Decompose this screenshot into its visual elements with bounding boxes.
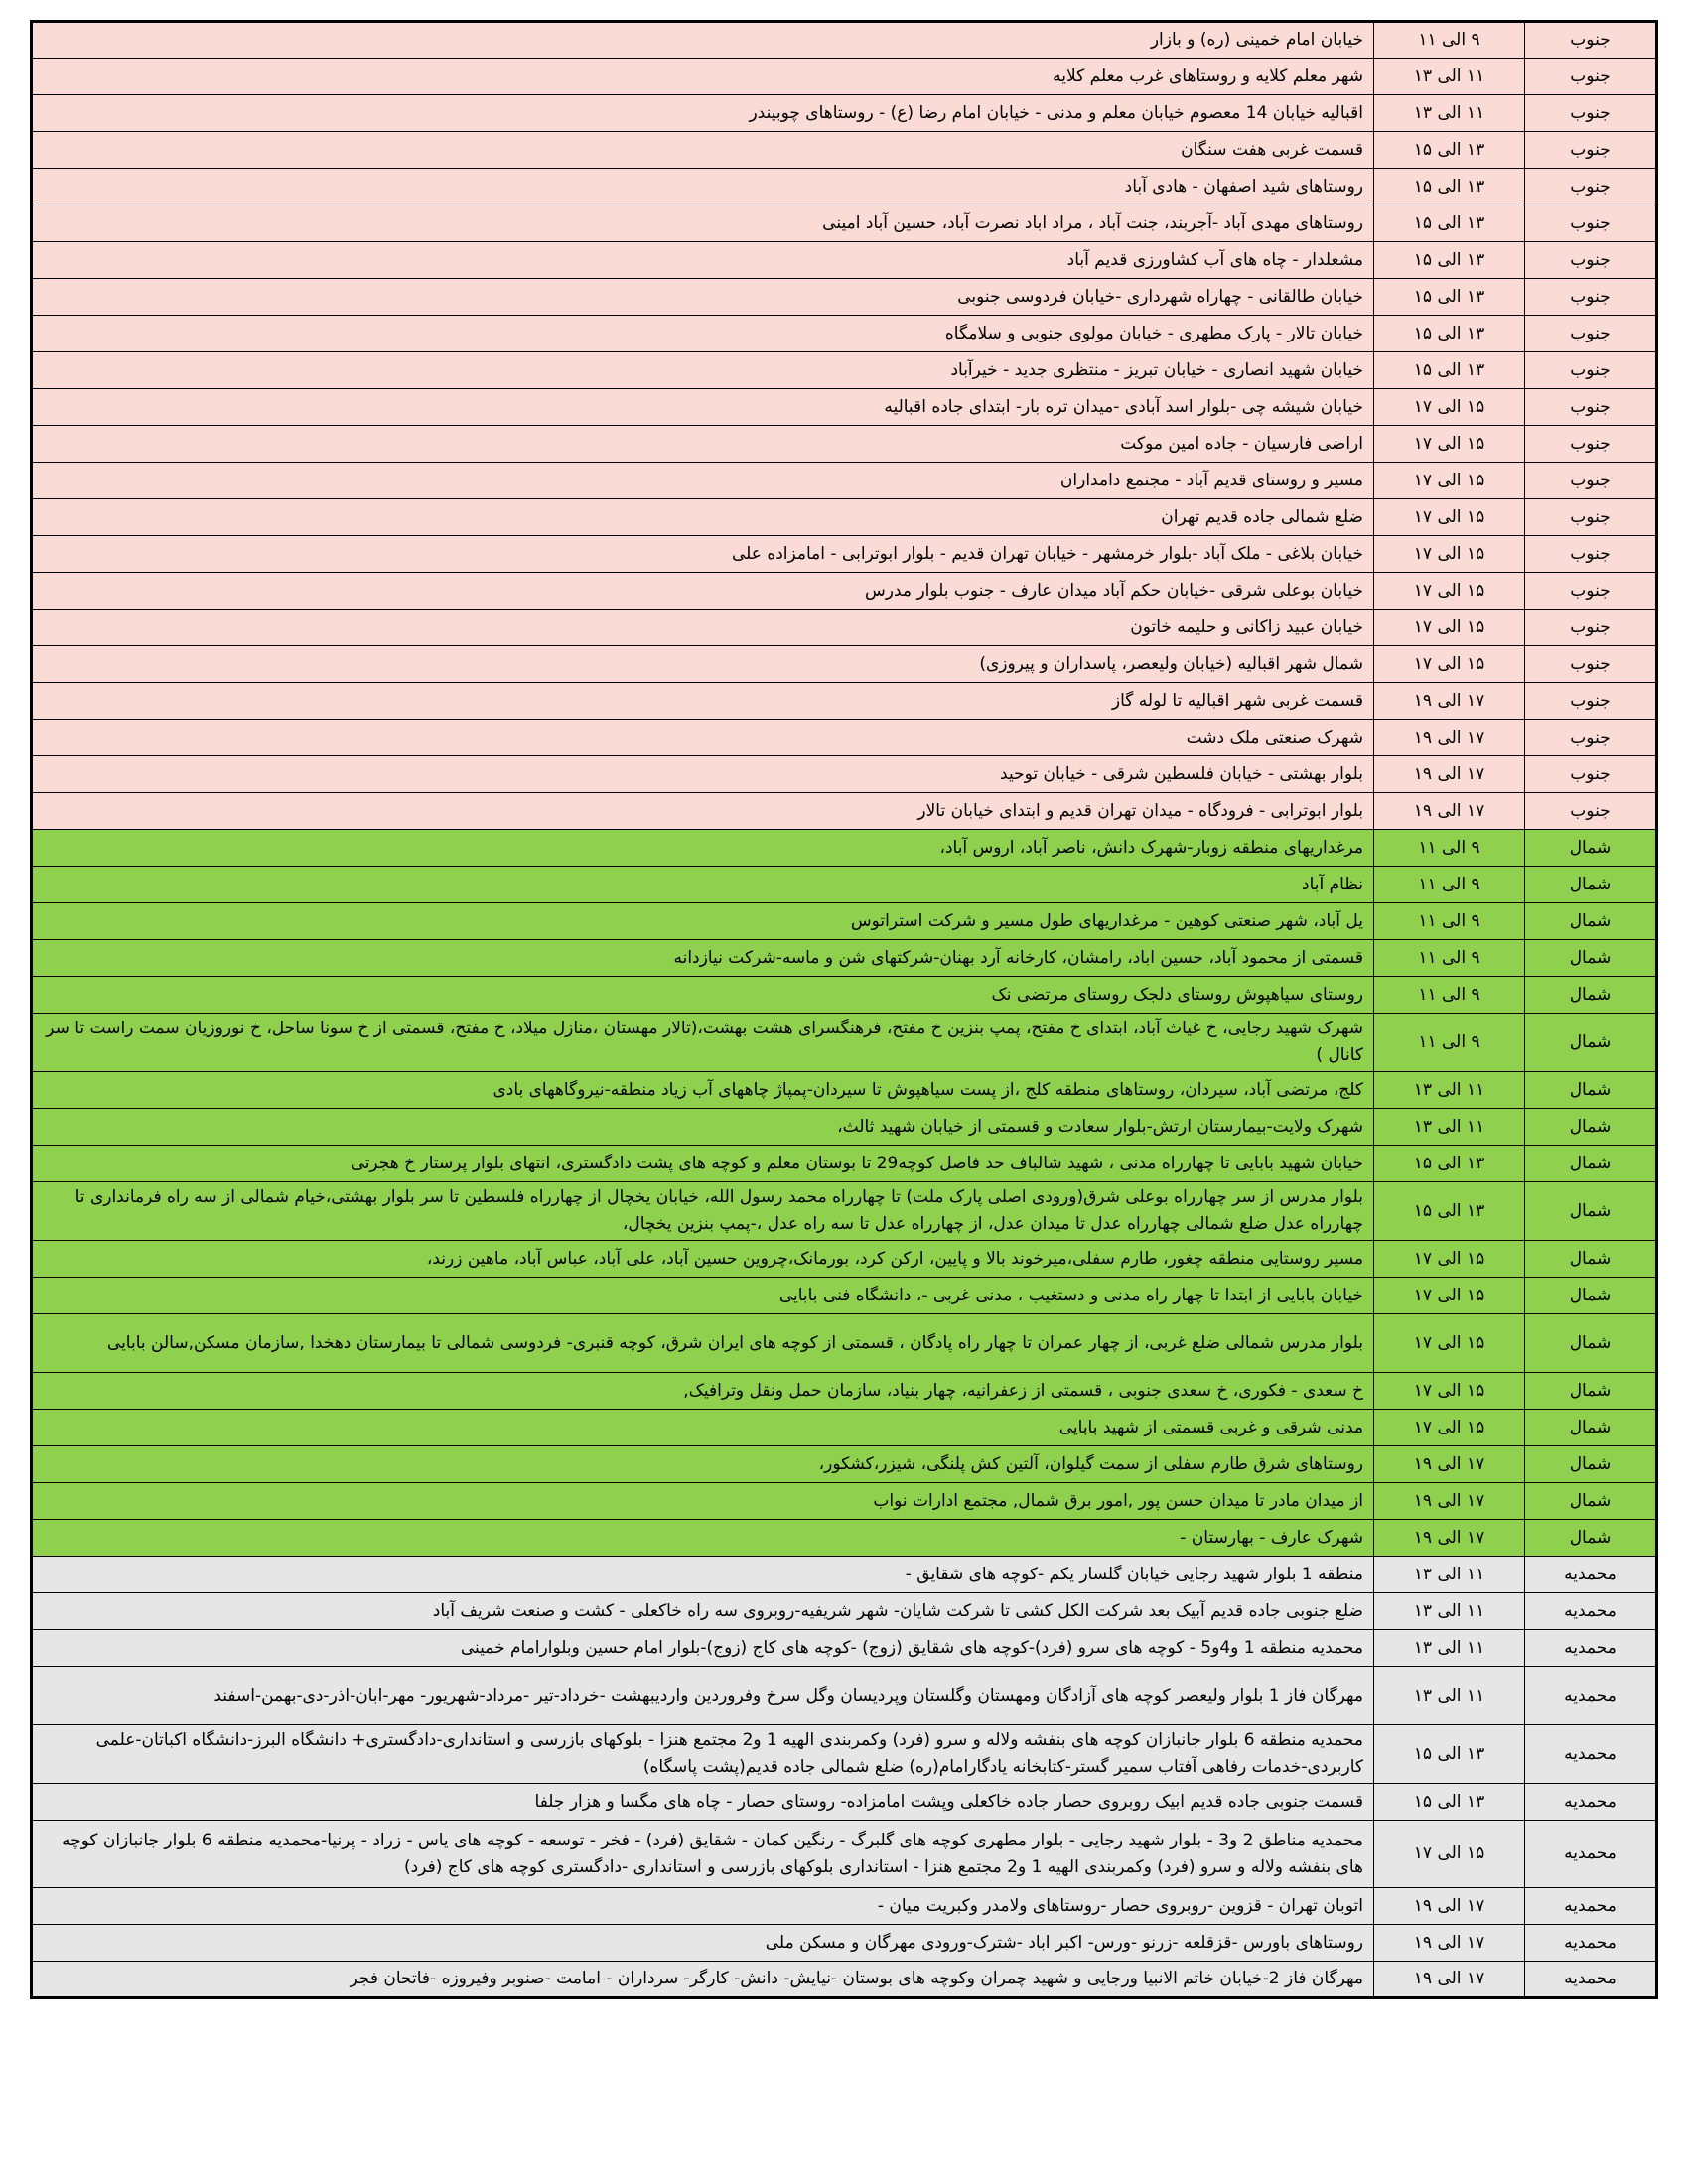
table-row xyxy=(32,1014,1657,1072)
area-cell: شهرک شهید رجایی، خ غیاث آباد، ابتدای خ مفتح، پمپ بنزین خ مفتح، فرهنگسرای هشت بهشت،(تالار مهستان ،منازل میلاد، خ مفتح، قسمتی از خ سونا ساحل، خ نوروزیان سمت راست تا سر کانال ) xyxy=(32,1014,1374,1072)
table-row xyxy=(32,22,1657,59)
region-cell: شمال xyxy=(1525,940,1657,977)
time-cell: ۱۵ الی ۱۷ xyxy=(1374,463,1525,499)
table-row xyxy=(32,463,1657,499)
table-row xyxy=(32,132,1657,169)
region-cell: شمال xyxy=(1525,830,1657,867)
time-cell: ۱۷ الی ۱۹ xyxy=(1374,793,1525,830)
region-cell: جنوب xyxy=(1525,389,1657,426)
region-cell: جنوب xyxy=(1525,242,1657,279)
region-cell: جنوب xyxy=(1525,22,1657,59)
table-row xyxy=(32,573,1657,610)
table-row xyxy=(32,830,1657,867)
table-row xyxy=(32,683,1657,720)
region-cell: جنوب xyxy=(1525,720,1657,756)
time-cell: ۱۵ الی ۱۷ xyxy=(1374,536,1525,573)
region-cell: شمال xyxy=(1525,1109,1657,1146)
region-cell: جنوب xyxy=(1525,205,1657,242)
area-cell: شهرک صنعتی ملک دشت xyxy=(32,720,1374,756)
area-cell: قسمت غربی شهر اقبالیه تا لوله گاز xyxy=(32,683,1374,720)
area-cell: خیابان شهید انصاری - خیابان تبریز - منتظری جدید - خیرآباد xyxy=(32,352,1374,389)
time-cell: ۱۷ الی ۱۹ xyxy=(1374,1888,1525,1925)
region-cell: جنوب xyxy=(1525,573,1657,610)
table-row xyxy=(32,1072,1657,1109)
time-cell: ۱۷ الی ۱۹ xyxy=(1374,1962,1525,1998)
table-row xyxy=(32,1373,1657,1410)
area-cell: اقبالیه خیابان 14 معصوم خیابان معلم و مدنی - خیابان امام رضا (ع) - روستاهای چوبیندر xyxy=(32,95,1374,132)
region-cell: شمال xyxy=(1525,1446,1657,1483)
area-cell: منطقه 1 بلوار شهید رجایی خیابان گلسار یکم -کوچه های شقایق - xyxy=(32,1557,1374,1593)
table-row xyxy=(32,940,1657,977)
time-cell: ۱۵ الی ۱۷ xyxy=(1374,1314,1525,1373)
region-cell: جنوب xyxy=(1525,352,1657,389)
area-cell: شهرک ولایت-بیمارستان ارتش-بلوار سعادت و قسمتی از خیابان شهید ثالث، xyxy=(32,1109,1374,1146)
table-row xyxy=(32,1630,1657,1667)
area-cell: قسمت جنوبی جاده قدیم ابیک روبروی حصار جاده خاکعلی وپشت امامزاده- روستای حصار - چاه های مگسا و هزار جلفا xyxy=(32,1784,1374,1821)
time-cell: ۹ الی ۱۱ xyxy=(1374,977,1525,1014)
table-row xyxy=(32,1925,1657,1962)
time-cell: ۹ الی ۱۱ xyxy=(1374,867,1525,903)
table-row xyxy=(32,279,1657,316)
table-row xyxy=(32,867,1657,903)
time-cell: ۱۷ الی ۱۹ xyxy=(1374,1446,1525,1483)
time-cell: ۱۱ الی ۱۳ xyxy=(1374,59,1525,95)
time-cell: ۱۵ الی ۱۷ xyxy=(1374,646,1525,683)
table-row xyxy=(32,389,1657,426)
time-cell: ۱۵ الی ۱۷ xyxy=(1374,1373,1525,1410)
region-cell: محمدیه xyxy=(1525,1925,1657,1962)
region-cell: شمال xyxy=(1525,1014,1657,1072)
table-row xyxy=(32,1109,1657,1146)
table-row xyxy=(32,169,1657,205)
region-cell: شمال xyxy=(1525,1314,1657,1373)
area-cell: خیابان طالقانی - چهاراه شهرداری -خیابان فردوسی جنوبی xyxy=(32,279,1374,316)
region-cell: شمال xyxy=(1525,1072,1657,1109)
region-cell: محمدیه xyxy=(1525,1888,1657,1925)
time-cell: ۱۵ الی ۱۷ xyxy=(1374,426,1525,463)
area-cell: نظام آباد xyxy=(32,867,1374,903)
time-cell: ۱۷ الی ۱۹ xyxy=(1374,720,1525,756)
area-cell: محمدیه منطقه 6 بلوار جانبازان کوچه های بنفشه ولاله و سرو (فرد) وکمربندی الهیه 1 و2 مجتمع هنزا - بلوکهای بازرسی و استانداری-دادگستری+ دانشگاه البرز-دانشگاه اکباتان-علمی کاربردی-خدمات رفاهی آفتاب سمیر گستر-کتابخانه یادگارامام(ره) ضلع شمالی جاده قدیم(پشت پاسگاه) xyxy=(32,1725,1374,1784)
time-cell: ۹ الی ۱۱ xyxy=(1374,22,1525,59)
region-cell: جنوب xyxy=(1525,132,1657,169)
time-cell: ۱۳ الی ۱۵ xyxy=(1374,169,1525,205)
area-cell: شهرک عارف - بهارستان - xyxy=(32,1520,1374,1557)
region-cell: محمدیه xyxy=(1525,1557,1657,1593)
region-cell: شمال xyxy=(1525,1146,1657,1182)
time-cell: ۹ الی ۱۱ xyxy=(1374,940,1525,977)
region-cell: محمدیه xyxy=(1525,1784,1657,1821)
area-cell: روستاهای شید اصفهان - هادی آباد xyxy=(32,169,1374,205)
area-cell: مسیر و روستای قدیم آباد - مجتمع دامداران xyxy=(32,463,1374,499)
table-row xyxy=(32,1784,1657,1821)
time-cell: ۹ الی ۱۱ xyxy=(1374,830,1525,867)
area-cell: مهرگان فاز 1 بلوار ولیعصر کوچه های آزادگان ومهستان وگلستان وپردیسان وگل سرخ وفروردین واردیبهشت -خرداد-تیر -مرداد-شهریور- مهر-ابان-اذر-دی-بهمن-اسفند xyxy=(32,1667,1374,1725)
area-cell: بلوار مدرس شمالی ضلع غربی، از چهار عمران تا چهار راه پادگان ، قسمتی از کوچه های ایران شرق، کوچه قنبری- فردوسی شمالی تا بیمارستان دهخدا ,سازمان مسکن,سالن بابایی xyxy=(32,1314,1374,1373)
region-cell: شمال xyxy=(1525,1182,1657,1241)
table-row xyxy=(32,1962,1657,1998)
time-cell: ۱۱ الی ۱۳ xyxy=(1374,1630,1525,1667)
table-row xyxy=(32,1241,1657,1278)
time-cell: ۱۳ الی ۱۵ xyxy=(1374,316,1525,352)
table-row xyxy=(32,536,1657,573)
area-cell: مدنی شرقی و غربی قسمتی از شهید بابایی xyxy=(32,1410,1374,1446)
time-cell: ۱۳ الی ۱۵ xyxy=(1374,242,1525,279)
area-cell: ضلع شمالی جاده قدیم تهران xyxy=(32,499,1374,536)
table-row xyxy=(32,793,1657,830)
table-row xyxy=(32,720,1657,756)
area-cell: مشعلدار - چاه های آب کشاورزی قدیم آباد xyxy=(32,242,1374,279)
table-row xyxy=(32,1520,1657,1557)
area-cell: شمال شهر اقبالیه (خیابان ولیعصر، پاسداران و پیروزی) xyxy=(32,646,1374,683)
region-cell: شمال xyxy=(1525,977,1657,1014)
table-row xyxy=(32,1314,1657,1373)
region-cell: جنوب xyxy=(1525,683,1657,720)
table-row xyxy=(32,1146,1657,1182)
table-row xyxy=(32,1725,1657,1784)
area-cell: قسمت غربی هفت سنگان xyxy=(32,132,1374,169)
time-cell: ۱۷ الی ۱۹ xyxy=(1374,683,1525,720)
table-row xyxy=(32,499,1657,536)
table-row xyxy=(32,977,1657,1014)
region-cell: جنوب xyxy=(1525,463,1657,499)
table-row xyxy=(32,1278,1657,1314)
time-cell: ۱۵ الی ۱۷ xyxy=(1374,573,1525,610)
area-cell: خ سعدی - فکوری، خ سعدی جنوبی ، قسمتی از زعفرانیه، چهار بنیاد، سازمان حمل ونقل وترافیک, xyxy=(32,1373,1374,1410)
area-cell: روستای سیاهپوش روستای دلجک روستای مرتضی نک xyxy=(32,977,1374,1014)
area-cell: خیابان امام خمینی (ره) و بازار xyxy=(32,22,1374,59)
region-cell: جنوب xyxy=(1525,646,1657,683)
area-cell: ضلع جنوبی جاده قدیم آبیک بعد شرکت الکل کشی تا شرکت شایان- شهر شریفیه-روبروی سه راه خاکعلی - کشت و صنعت شریف آباد xyxy=(32,1593,1374,1630)
time-cell: ۱۱ الی ۱۳ xyxy=(1374,1667,1525,1725)
region-cell: محمدیه xyxy=(1525,1821,1657,1888)
area-cell: روستاهای مهدی آباد -آجربند، جنت آباد ، مراد اباد نصرت آباد، حسین آباد امینی xyxy=(32,205,1374,242)
table-row xyxy=(32,242,1657,279)
region-cell: جنوب xyxy=(1525,793,1657,830)
area-cell: بلوار ابوترابی - فرودگاه - میدان تهران قدیم و ابتدای خیابان تالار xyxy=(32,793,1374,830)
region-cell: شمال xyxy=(1525,1410,1657,1446)
region-cell: جنوب xyxy=(1525,59,1657,95)
time-cell: ۱۱ الی ۱۳ xyxy=(1374,1109,1525,1146)
region-cell: محمدیه xyxy=(1525,1725,1657,1784)
area-cell: اتوبان تهران - قزوین -روبروی حصار -روستاهای ولامدر وکبریت میان - xyxy=(32,1888,1374,1925)
table-row xyxy=(32,316,1657,352)
region-cell: جنوب xyxy=(1525,169,1657,205)
area-cell: مرغداریهای منطقه زوبار-شهرک دانش، ناصر آباد، اروس آباد، xyxy=(32,830,1374,867)
time-cell: ۱۱ الی ۱۳ xyxy=(1374,1072,1525,1109)
time-cell: ۱۵ الی ۱۷ xyxy=(1374,389,1525,426)
area-cell: خیابان تالار - پارک مطهری - خیابان مولوی جنوبی و سلامگاه xyxy=(32,316,1374,352)
area-cell: روستاهای باورس -قزقلعه -زرنو -ورس- اکبر اباد -شترک-ورودی مهرگان و مسکن ملی xyxy=(32,1925,1374,1962)
area-cell: بلوار بهشتی - خیابان فلسطین شرقی - خیابان توحید xyxy=(32,756,1374,793)
table-row xyxy=(32,205,1657,242)
region-cell: جنوب xyxy=(1525,95,1657,132)
area-cell: قسمتی از محمود آباد، حسین اباد، رامشان، کارخانه آرد بهنان-شرکتهای شن و ماسه-شرکت نیازدانه xyxy=(32,940,1374,977)
time-cell: ۱۳ الی ۱۵ xyxy=(1374,1725,1525,1784)
region-cell: شمال xyxy=(1525,1483,1657,1520)
table-row xyxy=(32,1182,1657,1241)
region-cell: شمال xyxy=(1525,1373,1657,1410)
table-row xyxy=(32,646,1657,683)
table-row xyxy=(32,1888,1657,1925)
area-cell: خیابان شهید بابایی تا چهارراه مدنی ، شهید شالباف حد فاصل کوچه29 تا بوستان معلم و کوچه های پشت دادگستری، انتهای بلوار پرستار خ هجرتی xyxy=(32,1146,1374,1182)
region-cell: محمدیه xyxy=(1525,1667,1657,1725)
area-cell: شهر معلم کلایه و روستاهای غرب معلم کلایه xyxy=(32,59,1374,95)
time-cell: ۱۳ الی ۱۵ xyxy=(1374,279,1525,316)
table-row xyxy=(32,1483,1657,1520)
time-cell: ۱۵ الی ۱۷ xyxy=(1374,1410,1525,1446)
time-cell: ۱۵ الی ۱۷ xyxy=(1374,1278,1525,1314)
time-cell: ۱۷ الی ۱۹ xyxy=(1374,1520,1525,1557)
time-cell: ۱۵ الی ۱۷ xyxy=(1374,1821,1525,1888)
region-cell: شمال xyxy=(1525,1278,1657,1314)
area-cell: مسیر روستایی منطقه چغور، طارم سفلی،میرخوند بالا و پایین، ارکن کرد، بورمانک،چروین حسین آباد، علی آباد، عباس آباد، ماهین زرند، xyxy=(32,1241,1374,1278)
region-cell: جنوب xyxy=(1525,536,1657,573)
time-cell: ۱۳ الی ۱۵ xyxy=(1374,1182,1525,1241)
table-row xyxy=(32,903,1657,940)
table-row xyxy=(32,1593,1657,1630)
time-cell: ۹ الی ۱۱ xyxy=(1374,903,1525,940)
area-cell: روستاهای شرق طارم سفلی از سمت گیلوان، آلتین کش پلنگی، شیزر،کشکور، xyxy=(32,1446,1374,1483)
area-cell: از میدان مادر تا میدان حسن پور ,امور برق شمال, مجتمع ادارات نواب xyxy=(32,1483,1374,1520)
area-cell: خیابان بلاغی - ملک آباد -بلوار خرمشهر - خیابان تهران قدیم - بلوار ابوترابی - امامزاده علی xyxy=(32,536,1374,573)
table-row xyxy=(32,1410,1657,1446)
region-cell: جنوب xyxy=(1525,316,1657,352)
time-cell: ۱۱ الی ۱۳ xyxy=(1374,1557,1525,1593)
time-cell: ۱۷ الی ۱۹ xyxy=(1374,1925,1525,1962)
table-row xyxy=(32,59,1657,95)
area-cell: بلوار مدرس از سر چهارراه بوعلی شرق(ورودی اصلی پارک ملت) تا چهارراه محمد رسول الله، خیابان یخچال از چهارراه فلسطین تا سر بلوار بهشتی،خیام شمالی از سه راه فرمانداری تا چهارراه عدل ضلع شمالی چهارراه عدل تا میدان عدل، از چهارراه عدل تا سه راه عدل ،-پمپ بنزین یخچال، xyxy=(32,1182,1374,1241)
outage-schedule-sheet xyxy=(30,20,1658,1999)
time-cell: ۱۳ الی ۱۵ xyxy=(1374,1146,1525,1182)
region-cell: محمدیه xyxy=(1525,1593,1657,1630)
region-cell: جنوب xyxy=(1525,499,1657,536)
schedule-body xyxy=(32,22,1657,1998)
time-cell: ۱۵ الی ۱۷ xyxy=(1374,499,1525,536)
area-cell: محمدیه منطقه 1 و4و5 - کوچه های سرو (فرد)-کوچه های شقایق (زوج) -کوچه های کاج (زوج)-بلوار امام حسین وبلوارامام خمینی xyxy=(32,1630,1374,1667)
time-cell: ۹ الی ۱۱ xyxy=(1374,1014,1525,1072)
time-cell: ۱۳ الی ۱۵ xyxy=(1374,352,1525,389)
table-row xyxy=(32,95,1657,132)
time-cell: ۱۵ الی ۱۷ xyxy=(1374,1241,1525,1278)
time-cell: ۱۳ الی ۱۵ xyxy=(1374,205,1525,242)
table-row xyxy=(32,1446,1657,1483)
region-cell: شمال xyxy=(1525,1520,1657,1557)
area-cell: کلج، مرتضی آباد، سیردان، روستاهای منطقه کلج ،از پست سیاهپوش تا سیردان-پمپاژ چاههای آب زیاد منطقه-نیروگاههای بادی xyxy=(32,1072,1374,1109)
region-cell: شمال xyxy=(1525,1241,1657,1278)
table-row xyxy=(32,1821,1657,1888)
area-cell: خیابان عبید زاکانی و حلیمه خاتون xyxy=(32,610,1374,646)
table-row xyxy=(32,352,1657,389)
table-row xyxy=(32,426,1657,463)
time-cell: ۱۷ الی ۱۹ xyxy=(1374,756,1525,793)
time-cell: ۱۳ الی ۱۵ xyxy=(1374,1784,1525,1821)
region-cell: جنوب xyxy=(1525,426,1657,463)
time-cell: ۱۷ الی ۱۹ xyxy=(1374,1483,1525,1520)
time-cell: ۱۱ الی ۱۳ xyxy=(1374,1593,1525,1630)
area-cell: خیابان شیشه چی -بلوار اسد آبادی -میدان تره بار- ابتدای جاده اقبالیه xyxy=(32,389,1374,426)
area-cell: اراضی فارسیان - جاده امین موکت xyxy=(32,426,1374,463)
region-cell: جنوب xyxy=(1525,756,1657,793)
area-cell: یل آباد، شهر صنعتی کوهین - مرغداریهای طول مسیر و شرکت استراتوس xyxy=(32,903,1374,940)
table-row xyxy=(32,610,1657,646)
area-cell: محمدیه مناطق 2 و3 - بلوار شهید رجایی - بلوار مطهری کوچه های گلبرگ - رنگین کمان - شقایق (فرد) - فخر - توسعه - کوچه های یاس - زراد - پرنیا-محمدیه منطقه 6 بلوار جانبازان کوچه های بنفشه ولاله و سرو (فرد) وکمربندی الهیه 1 و2 مجتمع هنزا - استانداری بلوکهای بازرسی و استانداری -دادگستری کوچه های کاج (فرد) xyxy=(32,1821,1374,1888)
table-row xyxy=(32,1667,1657,1725)
area-cell: خیابان بابایی از ابتدا تا چهار راه مدنی و دستغیب ، مدنی غربی -، دانشگاه فنی بابایی xyxy=(32,1278,1374,1314)
region-cell: جنوب xyxy=(1525,279,1657,316)
region-cell: محمدیه xyxy=(1525,1962,1657,1998)
outage-schedule-table xyxy=(30,20,1658,1999)
table-row xyxy=(32,756,1657,793)
time-cell: ۱۱ الی ۱۳ xyxy=(1374,95,1525,132)
time-cell: ۱۳ الی ۱۵ xyxy=(1374,132,1525,169)
time-cell: ۱۵ الی ۱۷ xyxy=(1374,610,1525,646)
region-cell: محمدیه xyxy=(1525,1630,1657,1667)
area-cell: مهرگان فاز 2-خیابان خاتم الانبیا ورجایی و شهید چمران وکوچه های بوستان -نیایش- دانش- کارگر- سرداران - امامت -صنوبر وفیروزه -فاتحان فجر xyxy=(32,1962,1374,1998)
area-cell: خیابان بوعلی شرقی -خیابان حکم آباد میدان عارف - جنوب بلوار مدرس xyxy=(32,573,1374,610)
table-row xyxy=(32,1557,1657,1593)
region-cell: جنوب xyxy=(1525,610,1657,646)
region-cell: شمال xyxy=(1525,903,1657,940)
region-cell: شمال xyxy=(1525,867,1657,903)
